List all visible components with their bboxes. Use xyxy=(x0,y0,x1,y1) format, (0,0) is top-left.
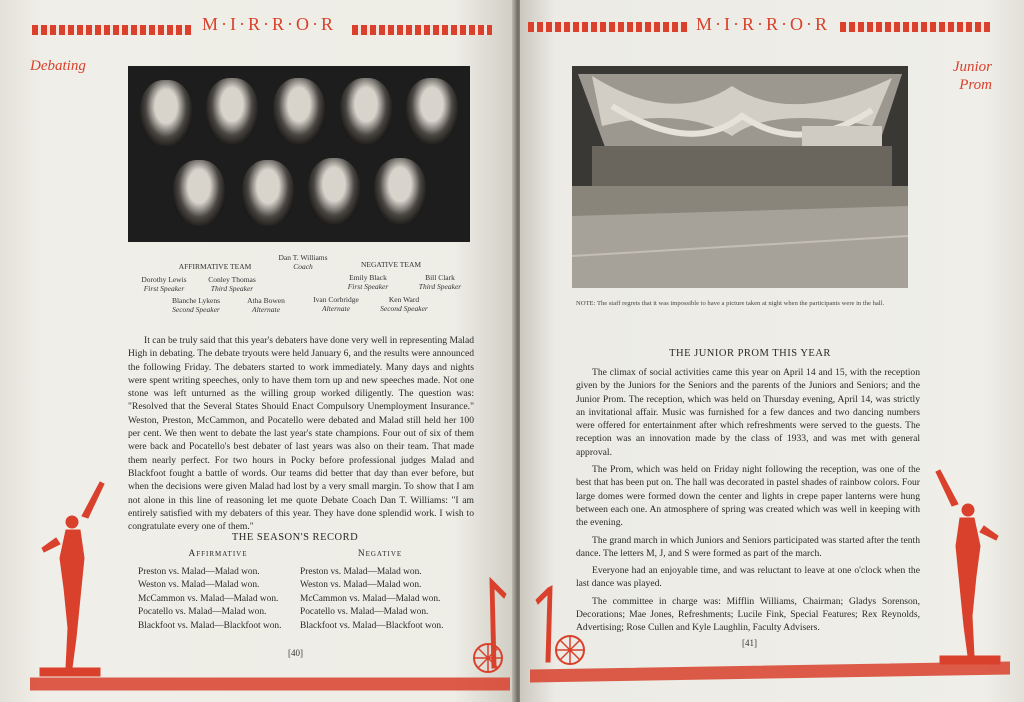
portrait xyxy=(273,78,325,144)
section-title-line: Junior xyxy=(952,59,992,75)
member-caption: Bill Clark Third Speaker xyxy=(418,273,462,291)
result-line: Blackfoot vs. Malad—Blackfoot won. xyxy=(138,620,282,631)
debate-team-photos xyxy=(128,66,470,242)
masthead: M·I·R·R·O·R xyxy=(202,14,336,34)
member-caption: Dorothy Lewis First Speaker xyxy=(141,275,187,293)
portrait xyxy=(340,78,392,144)
portrait xyxy=(242,160,294,226)
section-title: Debating xyxy=(30,58,86,74)
page-number-left: [40] xyxy=(288,648,303,658)
section-title-line: Prom xyxy=(959,77,992,93)
member-caption: Conley Thomas Third Speaker xyxy=(208,275,256,293)
portrait xyxy=(206,78,258,144)
member-caption: Ivan Corbridge Alternate xyxy=(313,295,359,313)
paragraph: The climax of social activities came this year on April 14 and 15, with the reception given by the Juniors for the Seniors and the parents of the Juniors and Seniors; and the Junior Prom. The reception, which was held on Thursday evening, April 14, was strictly an invitational affair. Music was furnished for a few dances and two dancing numbers were offered for entertainment after which refreshments were served to the guests. The reception was an innovation made by the class of 1933, and was met with general approval. xyxy=(576,367,920,458)
member-caption: Ken Ward Second Speaker xyxy=(380,295,428,313)
decorative-figure-illustration xyxy=(30,478,510,698)
result-line: Weston vs. Malad—Malad won. xyxy=(300,580,422,590)
left-header-band-left xyxy=(32,25,192,35)
portrait xyxy=(374,158,426,224)
dance-hall-photo xyxy=(572,66,908,288)
result-line: Weston vs. Malad—Malad won. xyxy=(138,580,260,590)
coach-caption: Dan T. Williams Coach xyxy=(278,253,328,271)
photo-note: NOTE: The staff regrets that it was impossible to have a picture taken at night when the participants were in the hall. xyxy=(576,300,885,307)
debate-article: It can be truly said that this year's debaters have done very well in representing Malad High in debating. The debate tryouts were held January 6, and the results were announced the following Friday. The debaters started to work immediately. Many days and nights were spent writing speeches, only to have them torn up and new speeches made. Not one stone was left unturned as the willing group worked diligently. The question was: "Resolved that the Several States Should Enact Compulsory Unemployment Insurance." Weston, Preston, McCammon, and Pocatello were debated and Malad still held her 100 per cent. We then went to debate the last year's state champions. Four out of six of them were back and Pocatello's best debater of last years was also on their team. That made them nearly perfect. For two hours in Pocky before professional judges Malad and Blackfoot fought a battle of words. Our teams did better that day than ever before, but when the decisions were given Malad had lost by a very small margin. To show that I am not alone in this line of reasoning let me quote Debate Coach Dan T. Williams: "I am entirely satisfied with my debaters of this year. They have done splendid work. I wish to congratulate every one of them." xyxy=(128,335,474,533)
result-line: Blackfoot vs. Malad—Blackfoot won. xyxy=(300,620,444,631)
right-header-band-left xyxy=(528,22,688,32)
result-line: Pocatello vs. Malad—Malad won. xyxy=(138,607,267,617)
result-line: McCammon vs. Malad—Malad won. xyxy=(300,593,441,604)
result-line: McCammon vs. Malad—Malad won. xyxy=(138,593,279,604)
result-line: Pocatello vs. Malad—Malad won. xyxy=(300,607,429,617)
paragraph: Everyone had an enjoyable time, and was reluctant to leave at one o'clock when the last dance was played. xyxy=(576,565,920,590)
paragraph: The Prom, which was held on Friday night following the reception, was one of the best that has been put on. The hall was decorated in pastel shades of rainbow colors. Four large domes were formed down the center and lights in crepe paper lanterns were hung between each one. An atmosphere of spring was created which was well in keeping with the evening. xyxy=(576,464,920,529)
portrait xyxy=(140,80,192,146)
section-title-right xyxy=(952,58,992,94)
hall-photo-image xyxy=(572,66,908,288)
season-record-title: THE SEASON'S RECORD xyxy=(231,532,359,543)
left-header-band-right xyxy=(352,25,492,35)
affirmative-team-label: AFFIRMATIVE TEAM xyxy=(178,262,252,271)
right-header-band-right xyxy=(840,22,990,32)
negative-heading: Negative xyxy=(357,549,403,559)
member-caption: Blanche Lykens Second Speaker xyxy=(171,296,221,314)
masthead-right: M·I·R·R·O·R xyxy=(696,14,830,34)
affirmative-heading: Affirmative xyxy=(188,549,248,559)
decorative-figure-illustration-right xyxy=(530,466,1010,686)
negative-team-label: NEGATIVE TEAM xyxy=(360,260,422,269)
portrait xyxy=(308,158,360,224)
right-page xyxy=(520,0,1024,702)
member-caption: Emily Black First Speaker xyxy=(347,273,389,291)
paragraph: The grand march in which Juniors and Seniors participated was started after the tenth dance. The letters M, J, and S were formed as part of the march. xyxy=(576,534,920,559)
result-line: Preston vs. Malad—Malad won. xyxy=(138,566,260,577)
portrait xyxy=(173,160,225,226)
prom-title: THE JUNIOR PROM THIS YEAR xyxy=(669,348,831,359)
member-caption: Atha Bowen Alternate xyxy=(247,296,285,314)
page-number-right: [41] xyxy=(742,638,757,648)
portrait xyxy=(406,78,458,144)
paragraph: The committee in charge was: Mifflin Williams, Chairman; Gladys Sorenson, Decorations; Mae Jones, Refreshments; Lucile Fink, Special Features; Rex Reynolds, Advertising; Rose Cullen and Kyle Laughlin, Faculty Advisers. xyxy=(576,595,920,634)
result-line: Preston vs. Malad—Malad won. xyxy=(300,566,422,577)
